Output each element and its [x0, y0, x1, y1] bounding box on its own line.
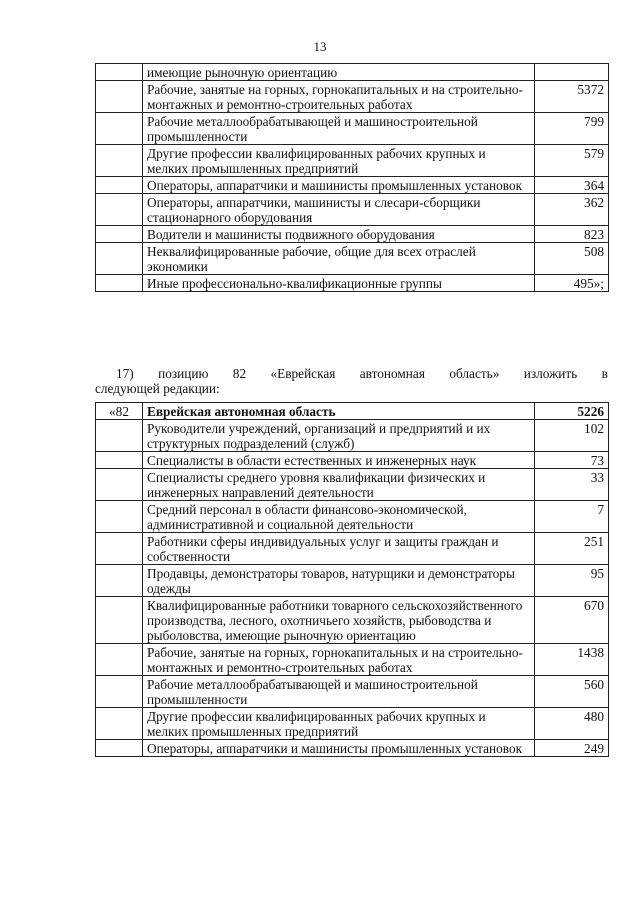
- table-row: [96, 177, 609, 194]
- paragraph-word: область»: [449, 366, 500, 381]
- row-name: Квалифицированные работники товарного сельскохозяйственного производства, лесного, охотничьего хозяйств, рыбоводства и рыболовства, имеющие рыночную ориентацию: [143, 597, 535, 644]
- paragraph-word: 17): [116, 366, 134, 381]
- table-row: [96, 644, 609, 676]
- row-code: [96, 145, 143, 177]
- row-name: Другие профессии квалифицированных рабочих крупных и мелких промышленных предприятий: [143, 708, 535, 740]
- row-value: 7: [535, 501, 609, 533]
- row-value: 5372: [535, 81, 609, 113]
- row-name: Специалисты среднего уровня квалификации физических и инженерных направлений деятельности: [143, 469, 535, 501]
- row-code: [96, 565, 143, 597]
- row-code: [96, 597, 143, 644]
- row-name: Рабочие, занятые на горных, горнокапитальных и на строительно-монтажных и ремонтно-строительных работах: [143, 81, 535, 113]
- row-code: [96, 194, 143, 226]
- row-code: [96, 708, 143, 740]
- row-name: Руководители учреждений, организаций и предприятий и их структурных подразделений (служб): [143, 420, 535, 452]
- table-row: [96, 113, 609, 145]
- row-code: [96, 452, 143, 469]
- row-value: 249: [535, 740, 609, 757]
- row-value: 102: [535, 420, 609, 452]
- row-value: 95: [535, 565, 609, 597]
- row-value: 251: [535, 533, 609, 565]
- row-name: Неквалифицированные рабочие, общие для всех отраслей экономики: [143, 243, 535, 275]
- row-value: 799: [535, 113, 609, 145]
- region-total: 5226: [535, 403, 609, 420]
- page-number: 13: [313, 39, 327, 54]
- table-row: [96, 226, 609, 243]
- table-row: [96, 64, 609, 81]
- amendment-paragraph: [95, 366, 608, 396]
- row-name: имеющие рыночную ориентацию: [143, 64, 535, 81]
- row-value: 560: [535, 676, 609, 708]
- row-code: [96, 64, 143, 81]
- row-code: [96, 676, 143, 708]
- row-value: 364: [535, 177, 609, 194]
- paragraph-word: изложить: [523, 366, 578, 381]
- row-name: Операторы, аппаратчики и машинисты промышленных установок: [143, 740, 535, 757]
- table-row: [96, 81, 609, 113]
- jewish-autonomous-region-table: [95, 402, 609, 757]
- row-value: 495»;: [535, 275, 609, 292]
- row-value: 362: [535, 194, 609, 226]
- row-name: Продавцы, демонстраторы товаров, натурщики и демонстраторы одежды: [143, 565, 535, 597]
- table-row: [96, 243, 609, 275]
- row-name: Работники сферы индивидуальных услуг и защиты граждан и собственности: [143, 533, 535, 565]
- row-value: 480: [535, 708, 609, 740]
- row-code: [96, 740, 143, 757]
- paragraph-word: 82: [232, 366, 247, 381]
- row-value: 1438: [535, 644, 609, 676]
- row-name: Водители и машинисты подвижного оборудования: [143, 226, 535, 243]
- row-code: [96, 275, 143, 292]
- paragraph-line-2: следующей редакции:: [95, 381, 220, 396]
- occupation-table-continued: [95, 63, 609, 292]
- table-row: [96, 194, 609, 226]
- table-row: [96, 452, 609, 469]
- row-code: [96, 113, 143, 145]
- row-code: [96, 226, 143, 243]
- table-row: [96, 145, 609, 177]
- table-row: [96, 708, 609, 740]
- paragraph-word: автономная: [359, 366, 425, 381]
- row-value: 579: [535, 145, 609, 177]
- row-value: 670: [535, 597, 609, 644]
- table-row: [96, 740, 609, 757]
- row-code: [96, 420, 143, 452]
- row-name: Средний персонал в области финансово-экономической, административной и социальной деятельности: [143, 501, 535, 533]
- row-code: [96, 533, 143, 565]
- row-value: 508: [535, 243, 609, 275]
- table-row: [96, 676, 609, 708]
- row-code: [96, 177, 143, 194]
- row-value: [535, 64, 609, 81]
- row-name: Рабочие металлообрабатывающей и машиностроительной промышленности: [143, 113, 535, 145]
- table-header-row: [96, 403, 609, 420]
- table-row: [96, 597, 609, 644]
- paragraph-word: позицию: [158, 366, 209, 381]
- row-code: [96, 644, 143, 676]
- row-name: Специалисты в области естественных и инженерных наук: [143, 452, 535, 469]
- table-row: [96, 275, 609, 292]
- row-name: Операторы, аппаратчики и машинисты промышленных установок: [143, 177, 535, 194]
- table-row: [96, 501, 609, 533]
- paragraph-word: «Еврейская: [270, 366, 336, 381]
- position-code: «82: [96, 403, 143, 420]
- row-code: [96, 81, 143, 113]
- row-value: 823: [535, 226, 609, 243]
- row-name: Другие профессии квалифицированных рабочих крупных и мелких промышленных предприятий: [143, 145, 535, 177]
- row-name: Операторы, аппаратчики, машинисты и слесари-сборщики стационарного оборудования: [143, 194, 535, 226]
- table-row: [96, 469, 609, 501]
- row-name: Иные профессионально-квалификационные группы: [143, 275, 535, 292]
- paragraph-word: в: [601, 366, 608, 381]
- table-row: [96, 565, 609, 597]
- table-row: [96, 533, 609, 565]
- row-code: [96, 501, 143, 533]
- row-code: [96, 243, 143, 275]
- table-row: [96, 420, 609, 452]
- row-name: Рабочие металлообрабатывающей и машиностроительной промышленности: [143, 676, 535, 708]
- row-value: 33: [535, 469, 609, 501]
- row-name: Рабочие, занятые на горных, горнокапитальных и на строительно-монтажных и ремонтно-строительных работах: [143, 644, 535, 676]
- row-value: 73: [535, 452, 609, 469]
- row-code: [96, 469, 143, 501]
- paragraph-line-1: [95, 366, 608, 381]
- region-name: Еврейская автономная область: [143, 403, 535, 420]
